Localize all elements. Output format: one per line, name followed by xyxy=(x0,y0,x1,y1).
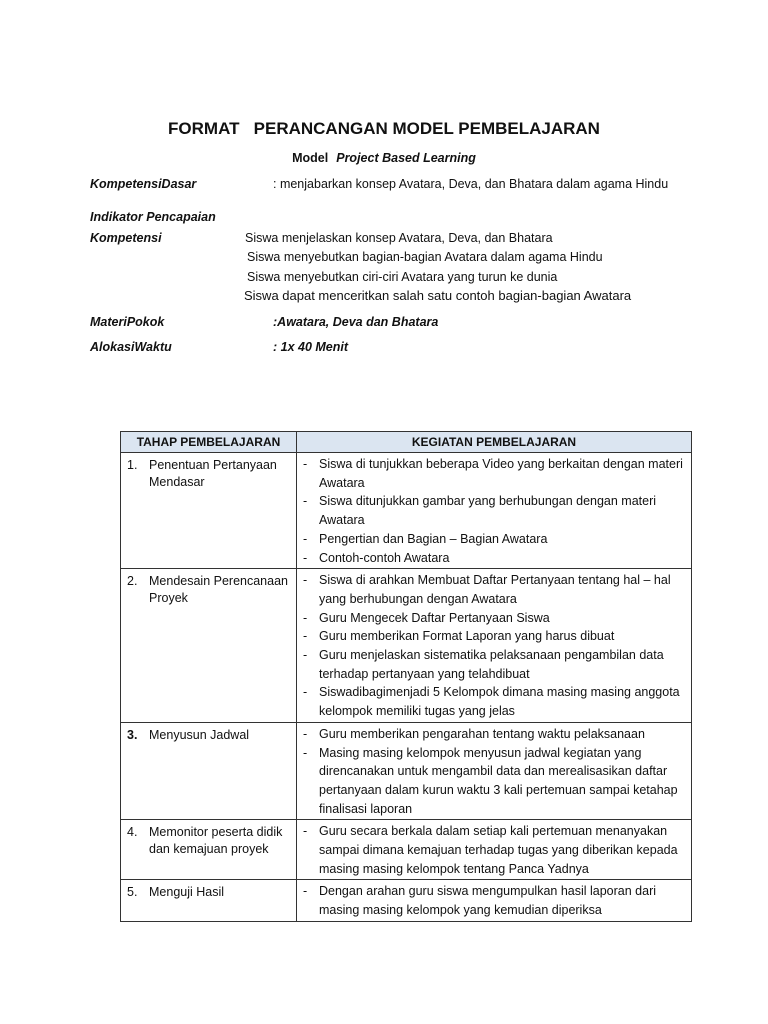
activity-item: - Siswa di tunjukkan beberapa Video yang berkaitan dengan materi Awatara xyxy=(301,455,687,492)
activity-item: - Guru menjelaskan sistematika pelaksanaan pengambilan data terhadap pertanyaan yang telahdibuat xyxy=(301,646,687,683)
model-value: Project Based Learning xyxy=(336,151,476,165)
stage-cell xyxy=(121,722,297,820)
column-header-stage: TAHAP PEMBELAJARAN xyxy=(121,432,297,453)
stage-cell xyxy=(121,880,297,921)
activity-item: - Guru memberikan Format Laporan yang harus dibuat xyxy=(301,627,687,646)
activity-item: - Guru secara berkala dalam setiap kali pertemuan menanyakan sampai dimana kemajuan terhadap tugas yang diberikan kepada masing masing kelompok tentang Panca Yadnya xyxy=(301,822,687,878)
stage-number: 5. xyxy=(127,885,138,900)
learning-stages-table xyxy=(120,431,692,922)
model-line xyxy=(0,151,768,165)
activity-item: - Siswa ditunjukkan gambar yang berhubungan dengan materi Awatara xyxy=(301,492,687,529)
indicator-item: Siswa menyebutkan ciri-ciri Avatara yang turun ke dunia xyxy=(247,270,558,284)
activity-item: - Contoh-contoh Awatara xyxy=(301,549,687,568)
ipk-label-1: Indikator Pencapaian xyxy=(90,210,216,224)
stage-number: 2. xyxy=(127,574,138,589)
stage-number: 3. xyxy=(127,727,138,742)
indicator-item: Siswa menyebutkan bagian-bagian Avatara dalam agama Hindu xyxy=(247,250,603,264)
activity-cell xyxy=(297,880,692,921)
table-row xyxy=(121,722,692,820)
activity-item: - Pengertian dan Bagian – Bagian Awatara xyxy=(301,530,687,549)
activity-cell xyxy=(297,453,692,569)
activity-item: - Guru Mengecek Daftar Pertanyaan Siswa xyxy=(301,609,687,628)
indicator-item: Siswa menjelaskan konsep Avatara, Deva, dan Bhatara xyxy=(245,231,553,245)
ipk-label-2: Kompetensi xyxy=(90,231,162,245)
document-title: FORMAT PERANCANGAN MODEL PEMBELAJARAN xyxy=(168,119,600,138)
table-row xyxy=(121,569,692,723)
stage-name: Memonitor peserta didik dan kemajuan proyek xyxy=(149,825,283,857)
table-row xyxy=(121,820,692,880)
activity-cell xyxy=(297,722,692,820)
table-row xyxy=(121,453,692,569)
kd-label: KompetensiDasar xyxy=(90,177,197,191)
activity-item: - Guru memberikan pengarahan tentang waktu pelaksanaan xyxy=(301,725,687,744)
alokasi-label: AlokasiWaktu xyxy=(90,340,172,354)
table-header-row xyxy=(121,432,692,453)
stage-cell xyxy=(121,453,297,569)
stage-cell xyxy=(121,820,297,880)
activity-cell xyxy=(297,569,692,723)
activity-cell xyxy=(297,820,692,880)
stage-name: Menyusun Jadwal xyxy=(149,727,250,742)
alokasi-value: : 1x 40 Menit xyxy=(273,340,349,354)
stage-name: Penentuan Pertanyaan Mendasar xyxy=(149,458,277,489)
model-label: Model xyxy=(292,151,329,165)
stage-cell xyxy=(121,569,297,723)
kd-value: : menjabarkan konsep Avatara, Deva, dan Bhatara dalam agama Hindu xyxy=(273,177,669,191)
stage-name: Menguji Hasil xyxy=(149,885,225,900)
activity-item: - Dengan arahan guru siswa mengumpulkan hasil laporan dari masing masing kelompok yang kemudian diperiksa xyxy=(301,882,687,919)
column-header-activity: KEGIATAN PEMBELAJARAN xyxy=(297,432,692,453)
materi-value: :Awatara, Deva dan Bhatara xyxy=(273,315,439,329)
stage-name: Mendesain Perencanaan Proyek xyxy=(149,574,288,606)
indicator-item: Siswa dapat menceritkan salah satu contoh bagian-bagian Awatara xyxy=(244,288,632,303)
stage-number: 4. xyxy=(127,825,138,840)
materi-label: MateriPokok xyxy=(90,315,165,329)
stage-number: 1. xyxy=(127,458,138,472)
activity-item: - Siswadibagimenjadi 5 Kelompok dimana masing masing anggota kelompok memiliki tugas yang jelas xyxy=(301,683,687,720)
table-row xyxy=(121,880,692,921)
activity-item: - Siswa di arahkan Membuat Daftar Pertanyaan tentang hal – hal yang berhubungan dengan Awatara xyxy=(301,571,687,608)
activity-item: - Masing masing kelompok menyusun jadwal kegiatan yang direncanakan untuk mengambil data dan merealisasikan daftar pertanyaan dalam kurun waktu 3 kali pertemuan sampai ketahap finalisasi laporan xyxy=(301,744,687,819)
